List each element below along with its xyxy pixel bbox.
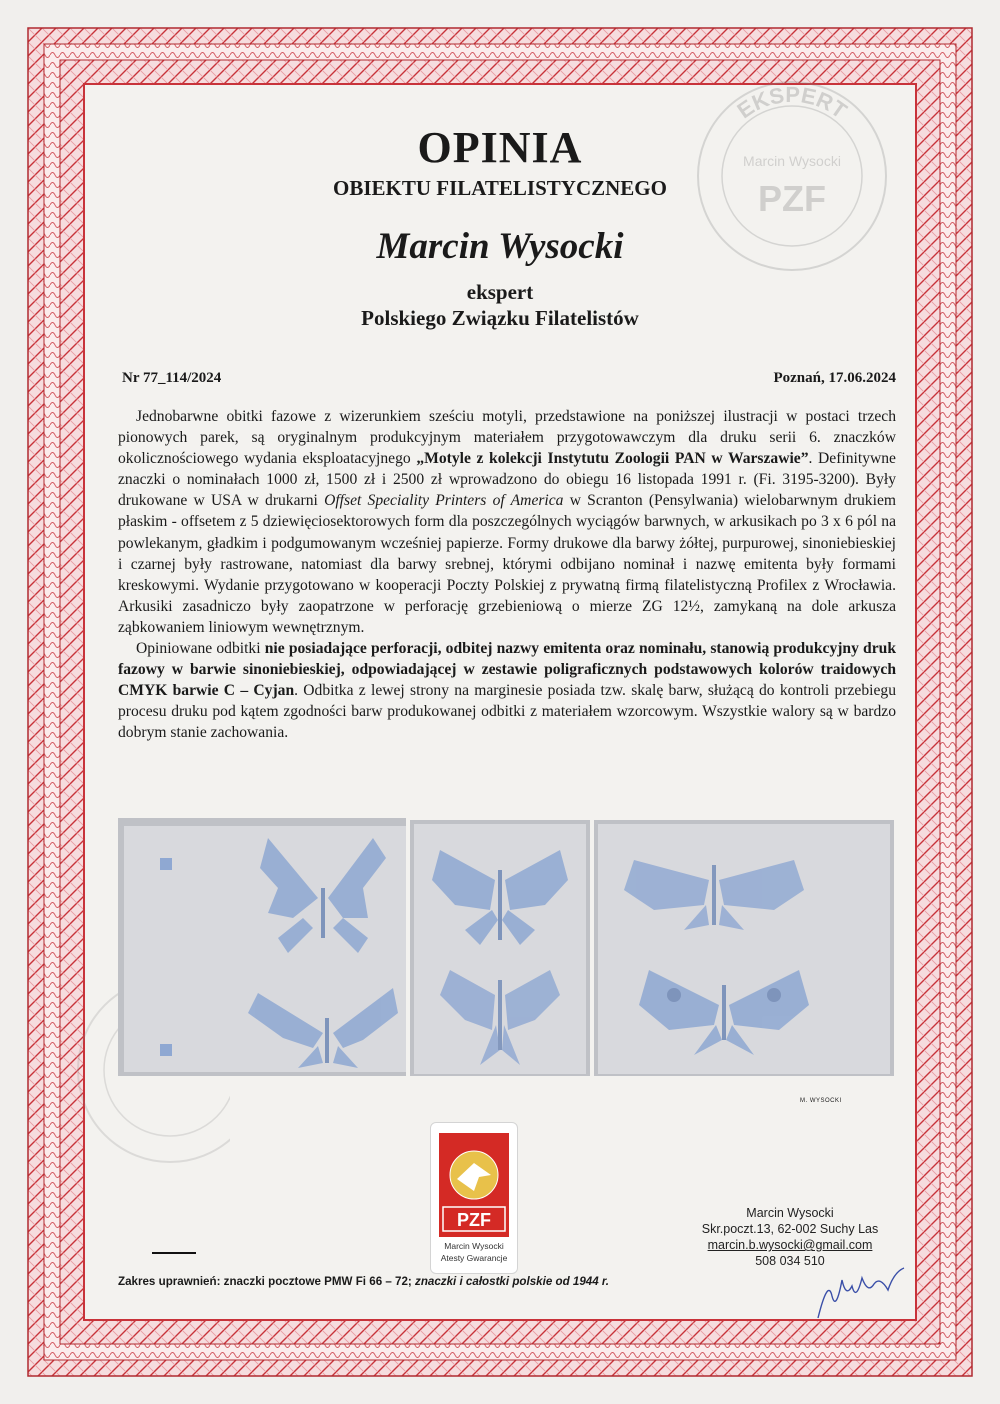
pzf-logo-text: PZF [457, 1210, 491, 1230]
contact-name: Marcin Wysocki [746, 1206, 834, 1220]
paragraph-segment: . Definitywne znaczki o nominałach 1000 zł, 1500 zł i 2500 zł wprowadzono do obiegu 16 listopada 1991 r. (Fi. 3195-3200). Były drukowane w USA w drukarni [118, 450, 896, 510]
seal-middle-text: Marcin Wysocki [743, 153, 841, 169]
scope-label: Zakres uprawnień: znaczki pocztowe PMW Fi 66 – 72; [118, 1275, 416, 1288]
butterfly-painted-lady-icon [410, 820, 590, 1076]
pzf-hologram-badge [430, 1122, 518, 1274]
proof-pair-right [594, 820, 894, 1076]
proof-pair-middle [410, 820, 590, 1076]
authorization-scope [118, 1275, 609, 1288]
paragraph-segment: w Scranton (Pensylwania) wielobarwnym drukiem płaskim - offsetem z 5 dziewięciosektorowych form dla poszczególnych wyciągów barwnych, w arkusikach po 3 x 6 pól na powlekanym, gładkim i podgumowanym wcześniej papierze. Formy drukowe dla barwy żółtej, purpurowej, sinoniebieskiej i czarnej były rastrowane, natomiast dla barwy srebnej, którymi odbijano nominał i nazwę emitenta były formami kreskowymi. Wydanie przygotowano w kooperacji Poczty Polskiej z prywatną firmą filatelistyczną Profilex z Wrocławia. Arkusiki zasadniczo były zaopatrzone w perforację grzebieniową o mierze ZG 12½, zamykaną na dole arkusza ząbkowaniem liniowym wewnętrznym. [118, 492, 896, 636]
badge-line-1: Marcin Wysocki [444, 1241, 504, 1251]
globe-dove-icon [439, 1133, 509, 1237]
document-title: OPINIA [417, 123, 583, 172]
butterfly-moth-icon [594, 820, 894, 1076]
butterfly-swallowtail-icon [118, 818, 406, 1076]
expert-organization: Polskiego Związku Filatelistów [361, 306, 639, 330]
paragraph-2 [118, 638, 896, 743]
scope-italic: znaczki i całostki polskie od 1944 r. [415, 1275, 609, 1288]
opinion-body [118, 406, 896, 744]
expert-role: ekspert [466, 280, 534, 304]
paragraph-segment: „Motyle z kolekcji Instytutu Zoologii PAN w Warszawie” [416, 450, 809, 468]
seal-logo-text: PZF [758, 178, 826, 219]
paragraph-segment: Jednobarwne obitki fazowe z wizerunkiem sześciu motyli, przedstawione na poniższej ilustracji w postaci trzech pionowych parek, są oryginalnym produkcyjnym materiałem przygotowawczym dla druku serii 6. znaczków okolicznościowego wydania eksploatacyjnego [118, 408, 896, 468]
seal-top-text: EKSPERT [732, 81, 852, 124]
contact-address: Skr.poczt.13, 62-002 Suchy Las [701, 1222, 879, 1236]
paragraph-segment: . Odbitka z lewej strony na marginesie posiada tzw. skalę barw, służącą do kontroli przebiegu procesu druku pod kątem zgodności barw produkowanej odbitki z materiałem wzorcowym. Wszystkie walory są w bardzo dobrym stanie zachowania. [118, 682, 896, 742]
document-subtitle: OBIEKTU FILATELISTYCZNEGO [333, 176, 667, 200]
contact-email[interactable]: marcin.b.wysocki@gmail.com [707, 1238, 873, 1252]
stamp-proof-illustration [118, 818, 894, 1078]
designer-credit: M. WYSOCKI [800, 1098, 842, 1104]
certificate-number: Nr 77_114/2024 [122, 370, 222, 386]
paragraph-segment: nie posiadające perforacji, odbitej nazwy emitenta oraz nominału, stanowią produkcyjny druk fazowy w barwie sinoniebieskiej, odpowiadającej w zestawie poligraficznych podstawowych kolorów traidowych CMYK barwie C – Cyjan [118, 640, 896, 700]
expert-name: Marcin Wysocki [376, 226, 624, 267]
paragraph-segment: Opiniowane odbitki [136, 640, 265, 658]
place-date: Poznań, 17.06.2024 [773, 370, 896, 386]
separator-line [152, 1252, 196, 1254]
paragraph-1 [118, 406, 896, 638]
svg-text:EKSPERT [733, 82, 852, 124]
proof-pair-left [118, 818, 406, 1076]
handwritten-signature [810, 1258, 920, 1324]
badge-line-2: Atesty Gwarancje [440, 1253, 508, 1263]
paragraph-segment: Offset Speciality Printers of America [324, 492, 564, 510]
contact-phone: 508 034 510 [755, 1254, 825, 1268]
pzf-logo [439, 1133, 509, 1237]
